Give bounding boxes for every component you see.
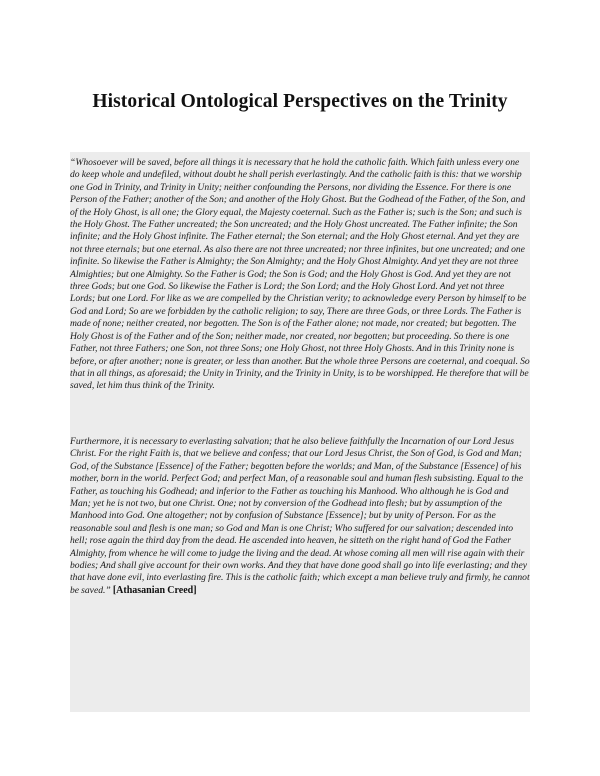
creed-paragraph-1: “Whosoever will be saved, before all things it is necessary that he hold the catholic faith. Which faith unless every one do keep whole and undefiled, without doubt he shall perish everlastingly. And the catholic faith is this: that we worship one God in Trinity, and Trinity in Unity; neither confounding the Persons, nor dividing the Essence. For there is one Person of the Father; another of the Son; and another of the Holy Ghost. But the Godhead of the Father, of the Son, and of the Holy Ghost, is all one; the Glory equal, the Majesty coeternal. Such as the Father is; such is the Son; and such is the Holy Ghost. The Father uncreated; the Son uncreated; and the Holy Ghost uncreated. The Father infinite; the Son infinite; and the Holy Ghost infinite. The Father eternal; the Son eternal; and the Holy Ghost eternal. And yet they are not three eternals; but one eternal. As also there are not three uncreated; nor three infinites, but one uncreated; and one infinite. So likewise the Father is Almighty; the Son Almighty; and the Holy Ghost Almighty. And yet they are not three Almighties; but one Almighty. So the Father is God; the Son is God; and the Holy Ghost is God. And yet they are not three Gods; but one God. So likewise the Father is Lord; the Son Lord; and the Holy Ghost Lord. And yet not three Lords; but one Lord. For like as we are compelled by the Christian verity; to acknowledge every Person by himself to be God and Lord; So are we forbidden by the catholic religion; to say, There are three Gods, or three Lords. The Father is made of none; neither created, nor begotten. The Son is of the Father alone; not made, nor created; but begotten. The Holy Ghost is of the Father and of the Son; neither made, nor created, nor begotten; but proceeding. So there is one Father, not three Fathers; one Son, not three Sons; one Holy Ghost, not three Holy Ghosts. And in this Trinity none is before, or after another; none is greater, or less than another. But the whole three Persons are coeternal, and coequal. So that in all things, as aforesaid; the Unity in Trinity, and the Trinity in Unity, is to be worshipped. He therefore that will be saved, let him thus think of the Trinity. xyxy=(70,157,530,392)
creed-paragraph-2 xyxy=(70,436,530,597)
citation: [Athasanian Creed] xyxy=(112,584,197,596)
creed-paragraph-2-text: Furthermore, it is necessary to everlasting salvation; that he also believe faithfully the Incarnation of our Lord Jesus Christ. For the right Faith is, that we believe and confess; that our Lord Jesus Christ, the Son of God, is God and Man; God, of the Substance [Essence] of the Father; begotten before the worlds; and Man, of the Substance [Essence] of his mother, born in the world. Perfect God; and perfect Man, of a reasonable soul and human flesh subsisting. Equal to the Father, as touching his Godhead; and inferior to the Father as touching his Manhood. Who although he is God and Man; yet he is not two, but one Christ. One; not by conversion of the Godhead into flesh; but by assumption of the Manhood into God. One altogether; not by confusion of Substance [Essence]; but by unity of Person. For as the reasonable soul and flesh is one man; so God and Man is one Christ; Who suffered for our salvation; descended into hell; rose again the third day from the dead. He ascended into heaven, he sitteth on the right hand of God the Father Almighty, from whence he will come to judge the living and the dead. At whose coming all men will rise again with their bodies; And shall give account for their own works. And they that have done good shall go into life everlasting; and they that have done evil, into everlasting fire. This is the catholic faith; which except a man believe truly and firmly, he cannot be saved.” xyxy=(70,436,530,596)
page-title: Historical Ontological Perspectives on the Trinity xyxy=(92,91,508,112)
